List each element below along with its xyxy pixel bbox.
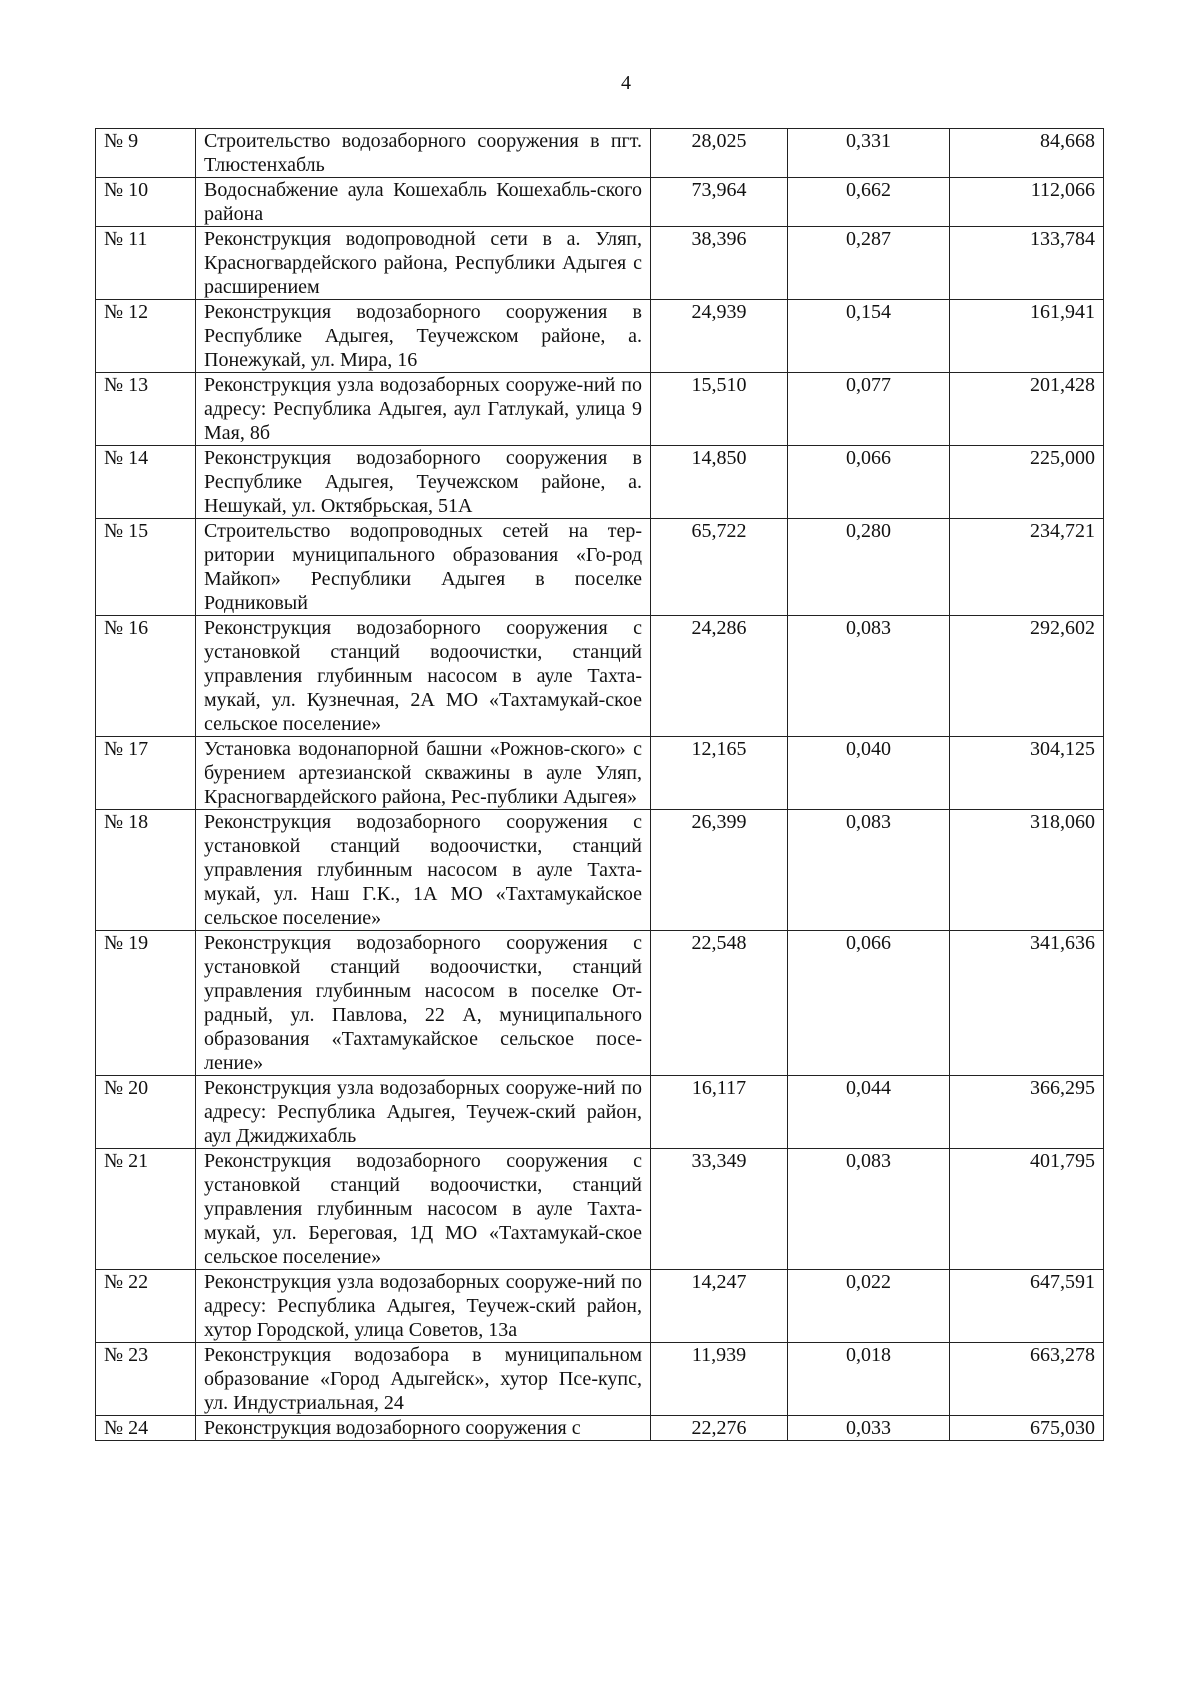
description-cell: Реконструкция водозаборного сооружения с установкой станций водоочистки, станций управления глубинным насосом в ауле Тахта-мукай, ул. Наш Г.К., 1А МО «Тахтамукайское сельское поселение» xyxy=(196,810,651,931)
value-1-cell: 12,165 xyxy=(651,737,788,810)
value-3-cell: 304,125 xyxy=(950,737,1104,810)
table-row xyxy=(96,446,1104,519)
value-2-cell: 0,287 xyxy=(788,227,950,300)
row-number-cell: № 24 xyxy=(96,1416,196,1441)
table-row xyxy=(96,1149,1104,1270)
value-1-cell: 65,722 xyxy=(651,519,788,616)
value-1-cell: 26,399 xyxy=(651,810,788,931)
value-3-cell: 112,066 xyxy=(950,178,1104,227)
description-cell: Строительство водозаборного сооружения в пгт. Тлюстенхабль xyxy=(196,129,651,178)
value-1-cell: 33,349 xyxy=(651,1149,788,1270)
description-cell: Реконструкция водозаборного сооружения с установкой станций водоочистки, станций управления глубинным насосом в ауле Тахта-мукай, ул. Береговая, 1Д МО «Тахтамукай-ское сельское поселение» xyxy=(196,1149,651,1270)
page-number: 4 xyxy=(621,72,631,94)
value-3-cell: 675,030 xyxy=(950,1416,1104,1441)
row-number-cell: № 23 xyxy=(96,1343,196,1416)
table-body xyxy=(96,129,1104,1441)
value-3-cell: 225,000 xyxy=(950,446,1104,519)
description-cell: Установка водонапорной башни «Рожнов-ского» с бурением артезианской скважины в ауле Уляп, Красногвардейского района, Рес-публики Адыгея» xyxy=(196,737,651,810)
value-2-cell: 0,033 xyxy=(788,1416,950,1441)
row-number-cell: № 9 xyxy=(96,129,196,178)
table-row xyxy=(96,178,1104,227)
value-2-cell: 0,044 xyxy=(788,1076,950,1149)
value-1-cell: 24,939 xyxy=(651,300,788,373)
description-cell: Реконструкция водозаборного сооружения с установкой станций водоочистки, станций управления глубинным насосом в поселке От-радный, ул. Павлова, 22 А, муниципального образования «Тахтамукайское сельское посе-ление» xyxy=(196,931,651,1076)
value-2-cell: 0,018 xyxy=(788,1343,950,1416)
value-3-cell: 401,795 xyxy=(950,1149,1104,1270)
value-2-cell: 0,040 xyxy=(788,737,950,810)
value-3-cell: 234,721 xyxy=(950,519,1104,616)
table-row xyxy=(96,931,1104,1076)
table-row xyxy=(96,616,1104,737)
value-3-cell: 133,784 xyxy=(950,227,1104,300)
row-number-cell: № 12 xyxy=(96,300,196,373)
value-1-cell: 73,964 xyxy=(651,178,788,227)
value-2-cell: 0,154 xyxy=(788,300,950,373)
value-1-cell: 38,396 xyxy=(651,227,788,300)
table-row xyxy=(96,1416,1104,1441)
table-row xyxy=(96,227,1104,300)
value-1-cell: 14,850 xyxy=(651,446,788,519)
value-1-cell: 15,510 xyxy=(651,373,788,446)
description-cell: Водоснабжение аула Кошехабль Кошехабль-ского района xyxy=(196,178,651,227)
row-number-cell: № 14 xyxy=(96,446,196,519)
value-1-cell: 14,247 xyxy=(651,1270,788,1343)
table-row xyxy=(96,519,1104,616)
description-cell: Реконструкция водозаборного сооружения с установкой станций водоочистки, станций управления глубинным насосом в ауле Тахта-мукай, ул. Кузнечная, 2А МО «Тахтамукай-ское сельское поселение» xyxy=(196,616,651,737)
description-cell: Реконструкция водозаборного сооружения в Республике Адыгея, Теучежском районе, а. Понежукай, ул. Мира, 16 xyxy=(196,300,651,373)
table-row xyxy=(96,373,1104,446)
value-2-cell: 0,662 xyxy=(788,178,950,227)
row-number-cell: № 21 xyxy=(96,1149,196,1270)
row-number-cell: № 22 xyxy=(96,1270,196,1343)
value-1-cell: 22,548 xyxy=(651,931,788,1076)
row-number-cell: № 11 xyxy=(96,227,196,300)
description-cell: Реконструкция узла водозаборных сооруже-ний по адресу: Республика Адыгея, аул Гатлукай, улица 9 Мая, 8б xyxy=(196,373,651,446)
value-2-cell: 0,022 xyxy=(788,1270,950,1343)
row-number-cell: № 13 xyxy=(96,373,196,446)
description-cell: Реконструкция водозабора в муниципальном образование «Город Адыгейск», хутор Псе-купс, ул. Индустриальная, 24 xyxy=(196,1343,651,1416)
value-3-cell: 366,295 xyxy=(950,1076,1104,1149)
value-1-cell: 28,025 xyxy=(651,129,788,178)
value-2-cell: 0,083 xyxy=(788,616,950,737)
description-cell: Реконструкция водопроводной сети в а. Уляп, Красногвардейского района, Республики Адыгея с расширением xyxy=(196,227,651,300)
value-3-cell: 292,602 xyxy=(950,616,1104,737)
value-3-cell: 663,278 xyxy=(950,1343,1104,1416)
description-cell: Реконструкция водозаборного сооружения с xyxy=(196,1416,651,1441)
value-3-cell: 84,668 xyxy=(950,129,1104,178)
table-row xyxy=(96,1076,1104,1149)
table-row xyxy=(96,737,1104,810)
row-number-cell: № 18 xyxy=(96,810,196,931)
table-row xyxy=(96,129,1104,178)
description-cell: Реконструкция узла водозаборных сооруже-ний по адресу: Республика Адыгея, Теучеж-ский район, хутор Городской, улица Советов, 13а xyxy=(196,1270,651,1343)
row-number-cell: № 17 xyxy=(96,737,196,810)
value-3-cell: 318,060 xyxy=(950,810,1104,931)
table-row xyxy=(96,1343,1104,1416)
table-row xyxy=(96,300,1104,373)
value-1-cell: 16,117 xyxy=(651,1076,788,1149)
value-3-cell: 341,636 xyxy=(950,931,1104,1076)
value-2-cell: 0,066 xyxy=(788,931,950,1076)
value-2-cell: 0,083 xyxy=(788,1149,950,1270)
value-2-cell: 0,280 xyxy=(788,519,950,616)
row-number-cell: № 19 xyxy=(96,931,196,1076)
value-2-cell: 0,077 xyxy=(788,373,950,446)
description-cell: Реконструкция водозаборного сооружения в Республике Адыгея, Теучежском районе, а. Нешукай, ул. Октябрьская, 51А xyxy=(196,446,651,519)
value-2-cell: 0,066 xyxy=(788,446,950,519)
description-cell: Строительство водопроводных сетей на тер-ритории муниципального образования «Го-род Майкоп» Республики Адыгея в поселке Родниковый xyxy=(196,519,651,616)
value-1-cell: 22,276 xyxy=(651,1416,788,1441)
row-number-cell: № 16 xyxy=(96,616,196,737)
value-3-cell: 161,941 xyxy=(950,300,1104,373)
value-1-cell: 24,286 xyxy=(651,616,788,737)
projects-table xyxy=(95,128,1104,1441)
value-2-cell: 0,083 xyxy=(788,810,950,931)
row-number-cell: № 20 xyxy=(96,1076,196,1149)
table-row xyxy=(96,1270,1104,1343)
value-3-cell: 647,591 xyxy=(950,1270,1104,1343)
value-3-cell: 201,428 xyxy=(950,373,1104,446)
value-1-cell: 11,939 xyxy=(651,1343,788,1416)
value-2-cell: 0,331 xyxy=(788,129,950,178)
row-number-cell: № 10 xyxy=(96,178,196,227)
description-cell: Реконструкция узла водозаборных сооруже-ний по адресу: Республика Адыгея, Теучеж-ский район, аул Джиджихабль xyxy=(196,1076,651,1149)
row-number-cell: № 15 xyxy=(96,519,196,616)
table-row xyxy=(96,810,1104,931)
